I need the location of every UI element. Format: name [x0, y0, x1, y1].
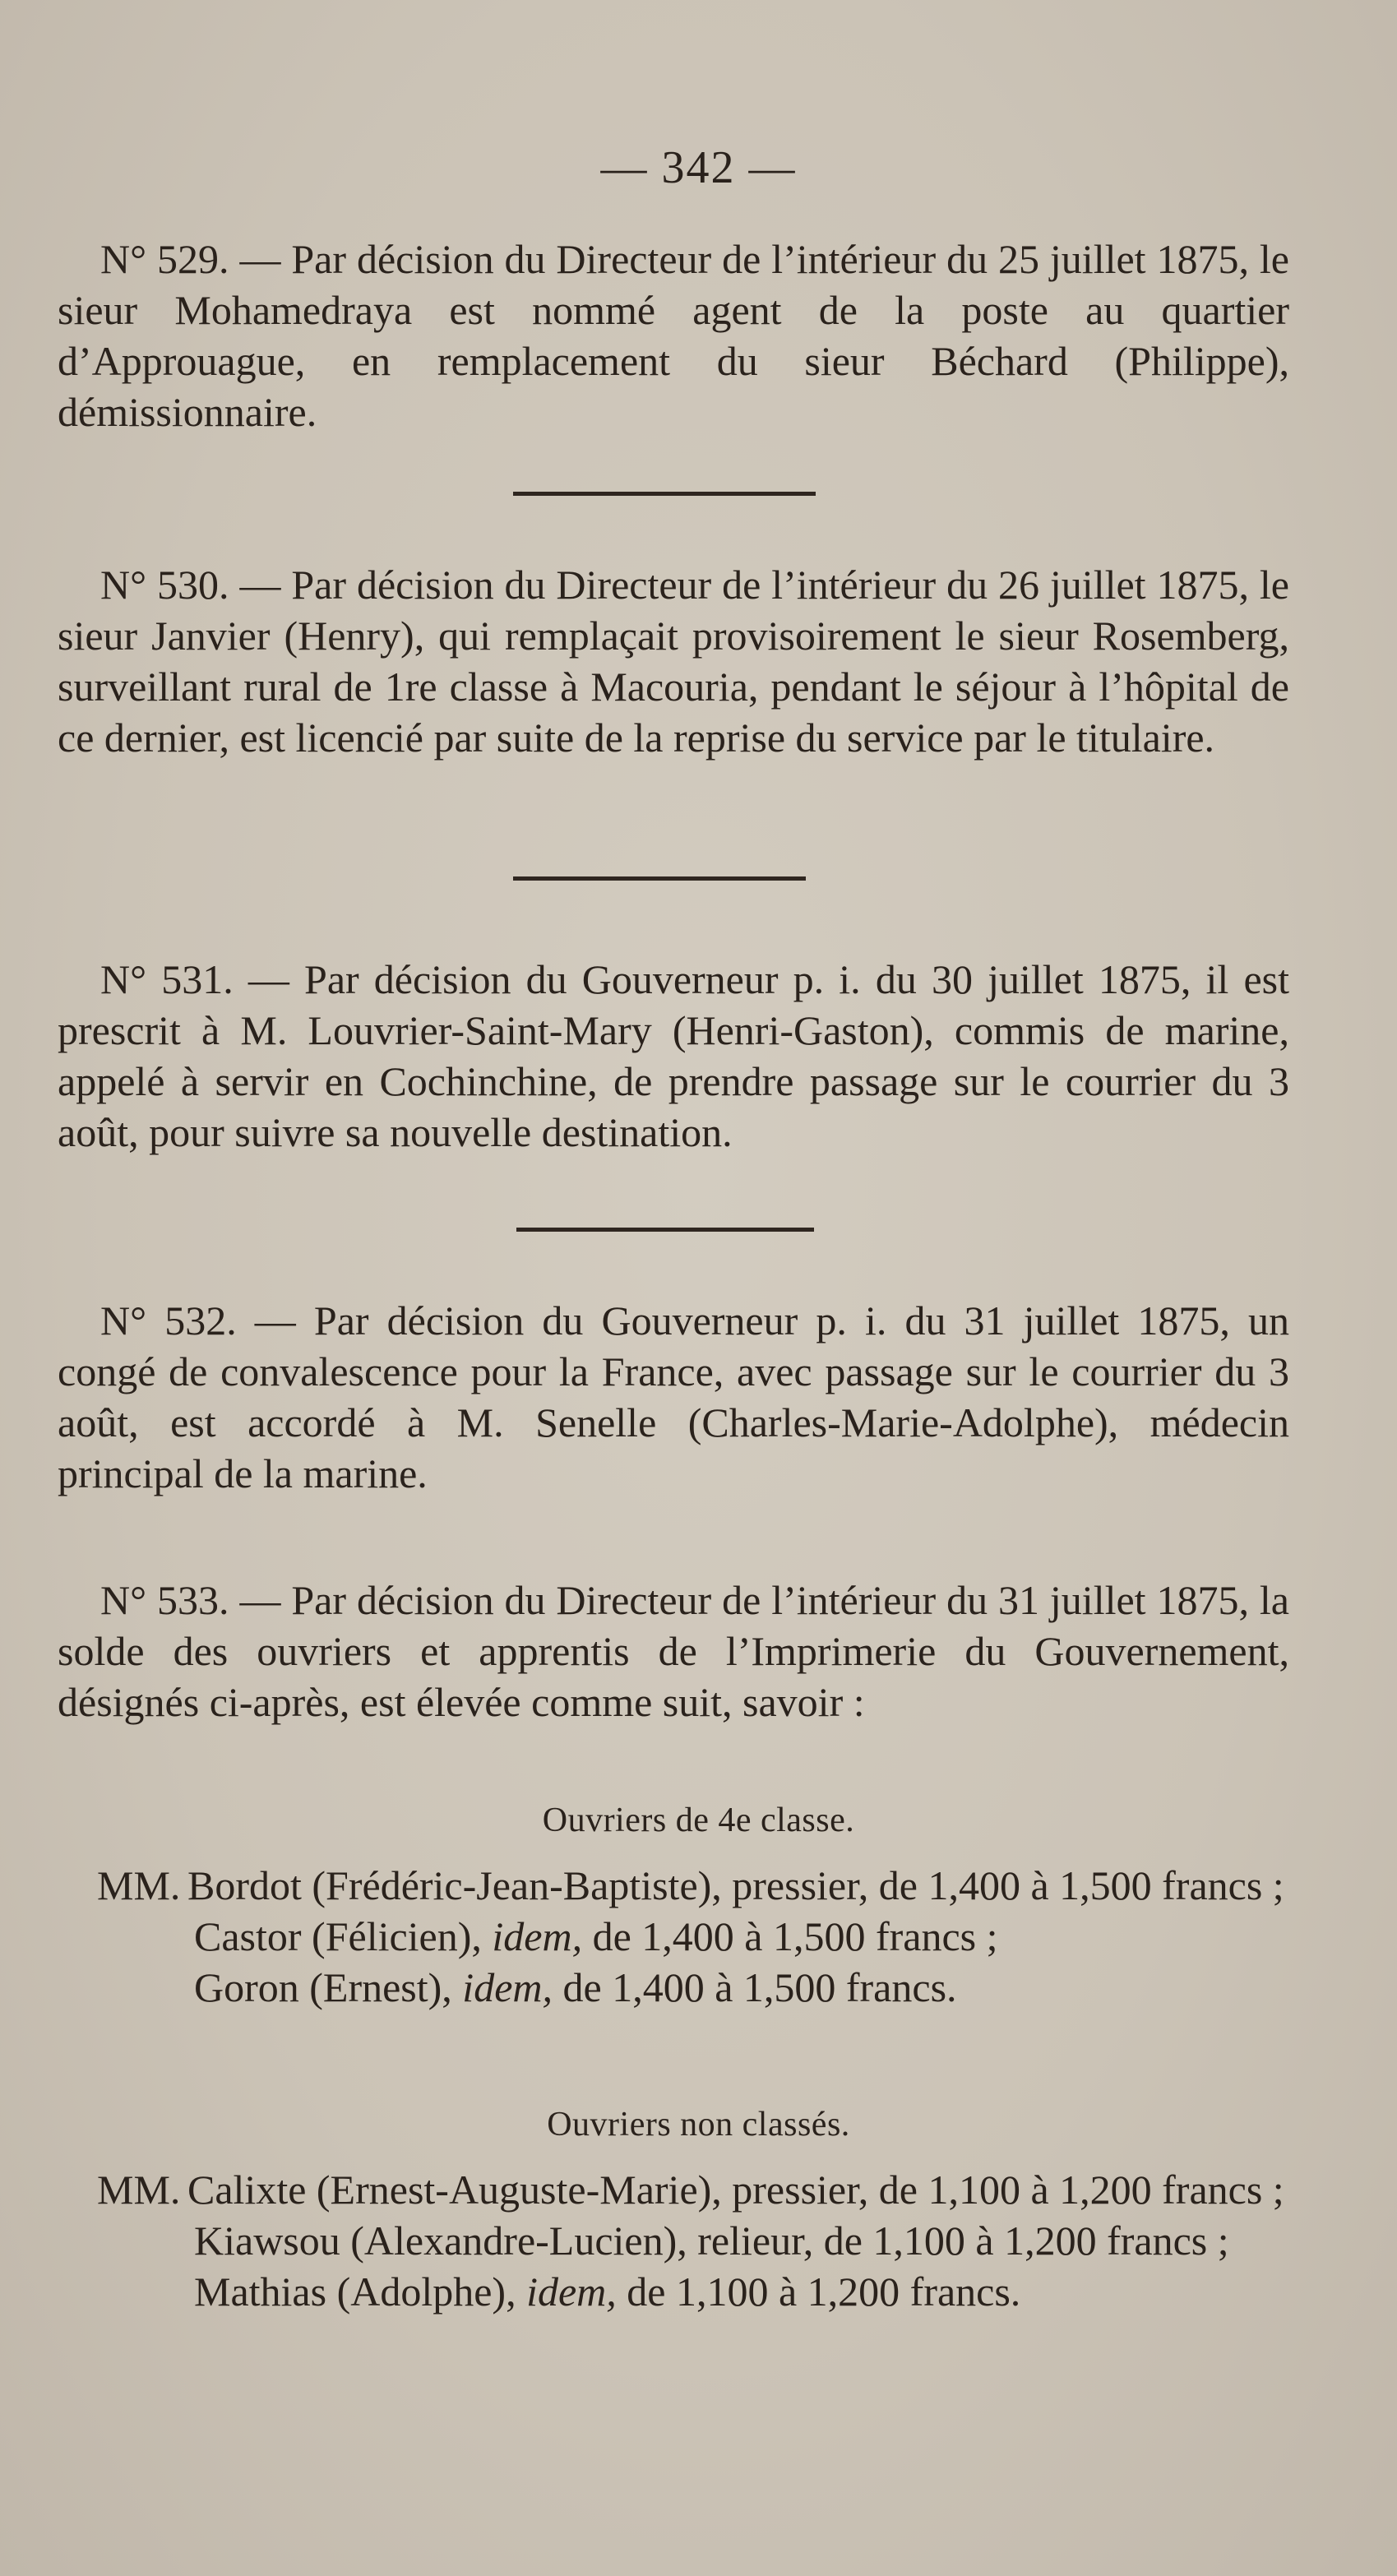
item-text: Calixte (Ernest-Auguste-Marie), pressier, de 1,100 à 1,200 francs ; — [187, 2167, 1284, 2213]
item-text: de 1,400 à 1,500 francs. — [553, 1964, 957, 2010]
item-idem: idem, — [492, 1913, 583, 1959]
separator-rule — [516, 1228, 814, 1232]
entry-text: N° 530. — Par décision du Directeur de l’intérieur du 26 juillet 1875, le sieur Janvier (Henry), qui remplaçait provisoirement le sieur Rosemberg, surveillant rural de 1re classe à Macouria, pendant le séjour à l’hôpital de ce dernier, est licencié par suite de la reprise du service par le titulaire. — [58, 562, 1289, 761]
list-item — [97, 2164, 1289, 2215]
item-text: Kiawsou (Alexandre-Lucien), relieur, de 1,100 à 1,200 francs ; — [194, 2218, 1229, 2264]
list-item — [97, 2266, 1289, 2317]
worker-list — [97, 2164, 1289, 2317]
item-text: Castor (Félicien), — [194, 1913, 493, 1959]
entry-531 — [58, 954, 1289, 1158]
list-item — [97, 1860, 1289, 1911]
list-item — [97, 2215, 1289, 2266]
entry-text: N° 529. — Par décision du Directeur de l’intérieur du 25 juillet 1875, le sieur Mohamedraya est nommé agent de la poste au quartier d’Approuague, en remplacement du sieur Béchard (Philippe), démissionnaire. — [58, 236, 1289, 435]
entry-533 — [58, 1575, 1289, 1727]
mm-prefix: MM. — [97, 1862, 181, 1908]
item-text: Bordot (Frédéric-Jean-Baptiste), pressier, de 1,400 à 1,500 francs ; — [187, 1862, 1284, 1908]
mm-prefix: MM. — [97, 2167, 181, 2213]
entry-529 — [58, 234, 1289, 437]
item-text: Mathias (Adolphe), — [194, 2268, 527, 2315]
item-text: de 1,100 à 1,200 francs. — [616, 2268, 1021, 2315]
entry-text: N° 533. — Par décision du Directeur de l’intérieur du 31 juillet 1875, la solde des ouvriers et apprentis de l’Imprimerie du Gouvernement, désignés ci-après, est élevée comme suit, savoir : — [58, 1577, 1289, 1725]
list-item — [97, 1911, 1289, 1962]
list-item — [97, 1962, 1289, 2013]
item-text: Goron (Ernest), — [194, 1964, 463, 2010]
entry-532 — [58, 1295, 1289, 1499]
separator-rule — [513, 876, 806, 881]
section-heading: Ouvriers non classés. — [547, 2106, 850, 2144]
worker-list — [97, 1860, 1289, 2013]
page-number: — 342 — — [600, 142, 797, 193]
item-idem: idem, — [526, 2268, 617, 2315]
item-idem: idem, — [462, 1964, 553, 2010]
item-text: de 1,400 à 1,500 francs ; — [582, 1913, 998, 1959]
entry-530 — [58, 559, 1289, 763]
entry-text: N° 531. — Par décision du Gouverneur p. i. du 30 juillet 1875, il est prescrit à M. Louvrier-Saint-Mary (Henri-Gaston), commis de marine, appelé à servir en Cochinchine, de prendre passage sur le courrier du 3 août, pour suivre sa nouvelle destination. — [58, 956, 1289, 1155]
entry-text: N° 532. — Par décision du Gouverneur p. i. du 31 juillet 1875, un congé de convalescence pour la France, avec passage sur le courrier du 3 août, est accordé à M. Senelle (Charles-Marie-Adolphe), médecin principal de la marine. — [58, 1297, 1289, 1496]
section-heading: Ouvriers de 4e classe. — [542, 1801, 855, 1839]
separator-rule — [513, 492, 816, 496]
